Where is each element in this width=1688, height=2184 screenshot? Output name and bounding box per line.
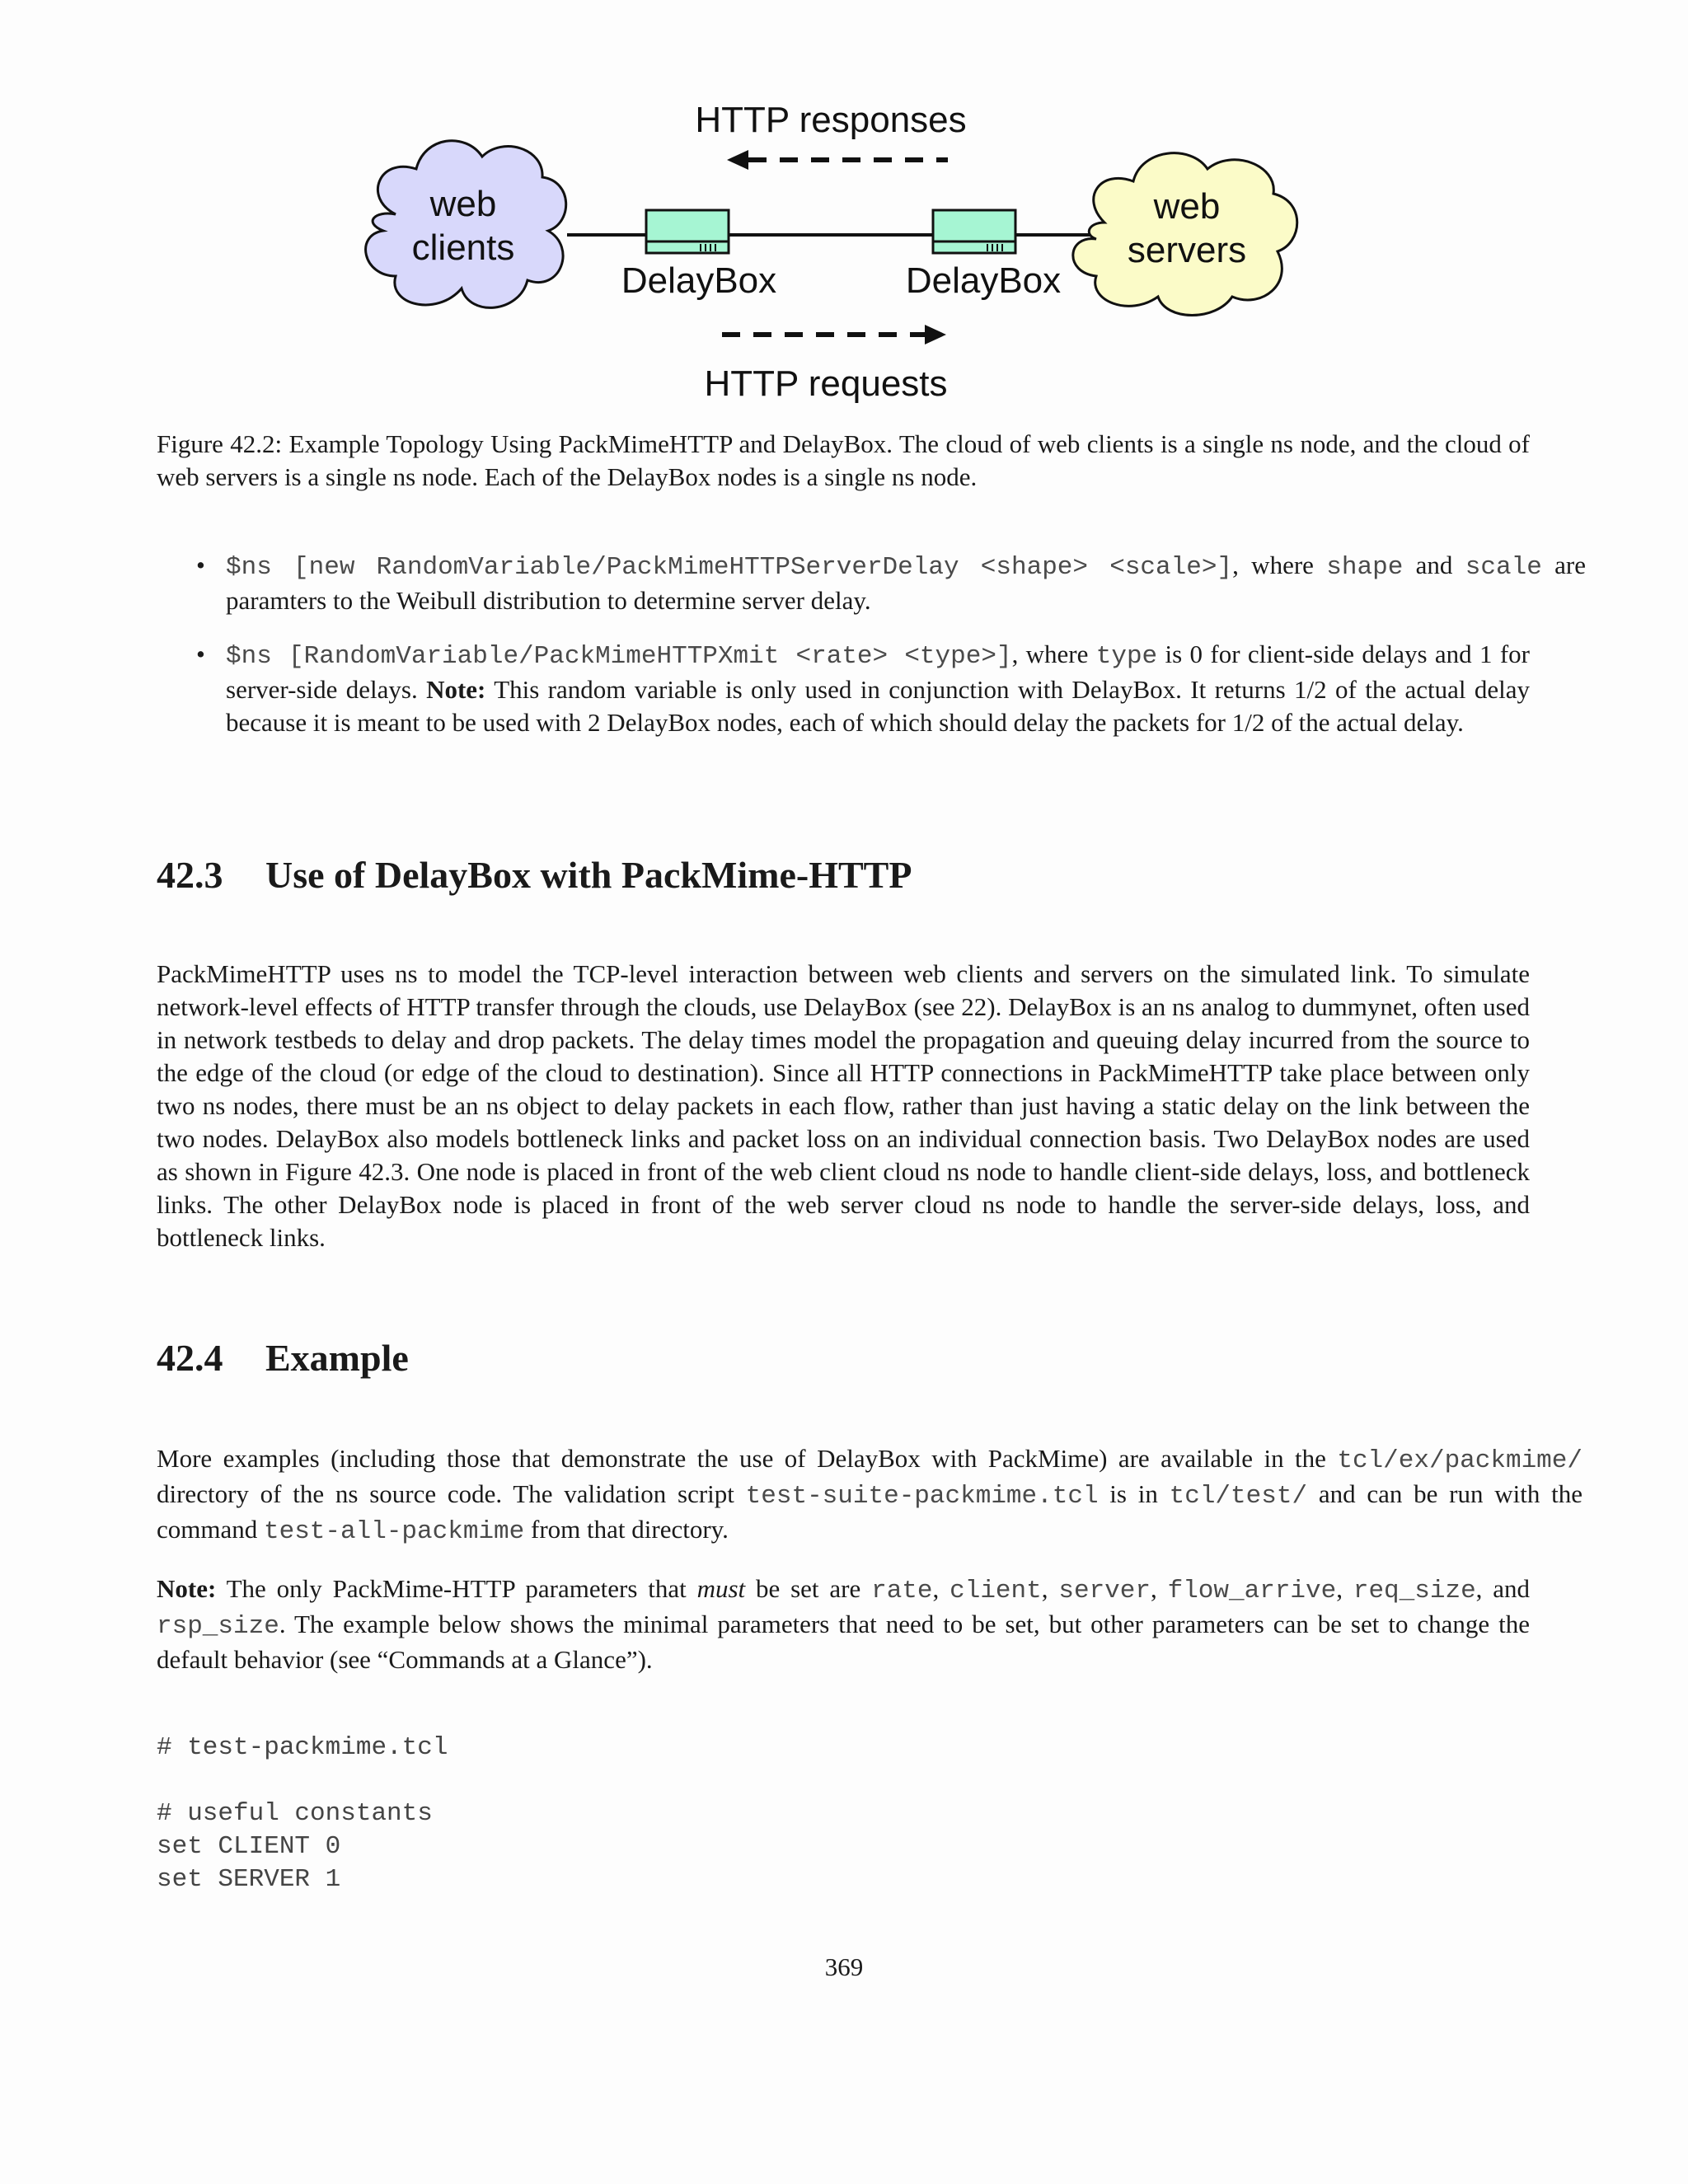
requests-arrow [722, 325, 946, 344]
section-title: Use of DelayBox with PackMime-HTTP [265, 854, 912, 896]
note-label: Note: [426, 675, 486, 704]
para-text: be set are [745, 1574, 872, 1603]
section-42-3-paragraph: PackMimeHTTP uses ns to model the TCP-level interaction between web clients and servers on the simulated link. To simulate network-level effects of HTTP transfer through the clouds, use DelayBox (see 22). DelayBox is an ns analog to dummynet, often used in network testbeds to delay and drop packets. The delay times model the propagation and queuing delay incurred from the source to the edge of the cloud (or edge of the cloud to destination). Since all HTTP connections in PackMimeHTTP take place between only two ns nodes, there must be an ns object to delay packets in each flow, rather than just having a static delay on the link between the two nodes. DelayBox also models bottleneck links and packet loss on an individual connection basis. Two DelayBox nodes are used as shown in Figure 42.3. One node is placed in front of the web client cloud ns node to handle client-side delays, loss, and bottleneck links. The other DelayBox node is placed in front of the web server cloud ns node to handle the server-side delays, loss, and bottleneck links. [157, 959, 1530, 1252]
section-heading-42-3 [157, 853, 912, 897]
code-line-3: set CLIENT 0 [157, 1832, 341, 1861]
bullet-text: is 0 for client-side delays and 1 for server-side delays. [226, 640, 1531, 704]
bullet-item-server-delay [196, 549, 1587, 617]
section-number: 42.4 [157, 1337, 223, 1379]
figure-caption: Figure 42.2: Example Topology Using PackMimeHTTP and DelayBox. The cloud of web clients is a single ns node, and the cloud of web servers is a single ns node. Each of the DelayBox nodes is a single ns node. [157, 429, 1530, 491]
inline-code: test-suite-packmime.tcl [745, 1482, 1099, 1511]
code-line-1: # test-packmime.tcl [157, 1733, 448, 1762]
http-responses-label: HTTP responses [695, 100, 967, 140]
section-number: 42.3 [157, 854, 223, 896]
inline-code: flow_arrive [1167, 1577, 1337, 1605]
bullet-text: This random variable is only used in conjunction with DelayBox. It returns 1/2 of the actual delay because it is meant to be used with 2 DelayBox nodes, each of which should delay the packets for 1/2 of the actual delay. [226, 675, 1530, 737]
section-title: Example [265, 1337, 409, 1379]
web-servers-line2: servers [1127, 230, 1247, 270]
inline-code: tcl/test/ [1169, 1482, 1308, 1511]
delaybox-left-label: DelayBox [621, 260, 777, 301]
web-clients-line2: clients [411, 227, 515, 268]
inline-code: tcl/ex/packmime/ [1337, 1446, 1582, 1475]
bullet-icon: • [196, 640, 205, 668]
inline-code: req_size [1353, 1577, 1476, 1605]
para-text: and can be run with the command [157, 1479, 1582, 1544]
emphasis-must: must [696, 1574, 746, 1603]
bullet-text: , where [1011, 640, 1096, 668]
web-clients-cloud [366, 141, 566, 308]
bullet-text: are paramters to the Weibull distribution to determine server delay. [226, 551, 1587, 615]
responses-arrow [727, 150, 948, 170]
para-text: , [1150, 1574, 1168, 1603]
delaybox-right-label: DelayBox [905, 260, 1062, 301]
bullet-code: scale [1465, 553, 1542, 582]
para-text: More examples (including those that demonstrate the use of DelayBox with PackMime) are available in the [157, 1444, 1338, 1473]
para-text: , [932, 1574, 950, 1603]
para-text: The only PackMime-HTTP parameters that [216, 1574, 697, 1603]
web-clients-line1: web [429, 184, 497, 224]
para-text: , and [1475, 1574, 1531, 1603]
code-line-4: set SERVER 1 [157, 1865, 341, 1894]
bullet-code: shape [1326, 553, 1404, 582]
inline-code: client [950, 1577, 1042, 1605]
web-servers-cloud [1073, 153, 1297, 316]
para-text: . The example below shows the minimal parameters that need to be set, but other parameters can be set to change the default behavior (see “Commands at a Glance”). [157, 1610, 1530, 1674]
http-requests-label: HTTP requests [704, 363, 948, 404]
inline-code: test-all-packmime [264, 1517, 525, 1546]
inline-code: rate [871, 1577, 933, 1605]
code-line-2: # useful constants [157, 1799, 433, 1828]
inline-code: rsp_size [157, 1612, 279, 1641]
topology-figure [346, 91, 1335, 412]
inline-code: server [1058, 1577, 1151, 1605]
section-heading-42-4 [157, 1336, 409, 1380]
bullet-text: and [1403, 551, 1465, 579]
note-label: Note: [157, 1574, 217, 1603]
para-text: from that directory. [524, 1515, 729, 1544]
section-42-4-paragraph-2 [157, 1572, 1530, 1676]
para-text: is in [1098, 1479, 1170, 1508]
para-text: , [1041, 1574, 1059, 1603]
bullet-icon: • [196, 551, 205, 579]
page-number: 369 [824, 1952, 864, 1981]
delaybox-left [621, 210, 776, 301]
bullet-text: , where [1232, 551, 1327, 579]
section-42-4-paragraph-1 [157, 1442, 1582, 1549]
web-servers-line1: web [1153, 186, 1221, 227]
para-text: , [1336, 1574, 1353, 1603]
bullet-code: type [1095, 642, 1158, 671]
bullet-code: $ns [RandomVariable/PackMimeHTTPXmit <rate> <type>] [226, 642, 1012, 671]
delaybox-right [906, 210, 1061, 301]
para-text: directory of the ns source code. The validation script [157, 1479, 746, 1508]
bullet-code: $ns [new RandomVariable/PackMimeHTTPServerDelay <shape> <scale>] [226, 553, 1233, 582]
bullet-item-xmit [196, 638, 1531, 739]
